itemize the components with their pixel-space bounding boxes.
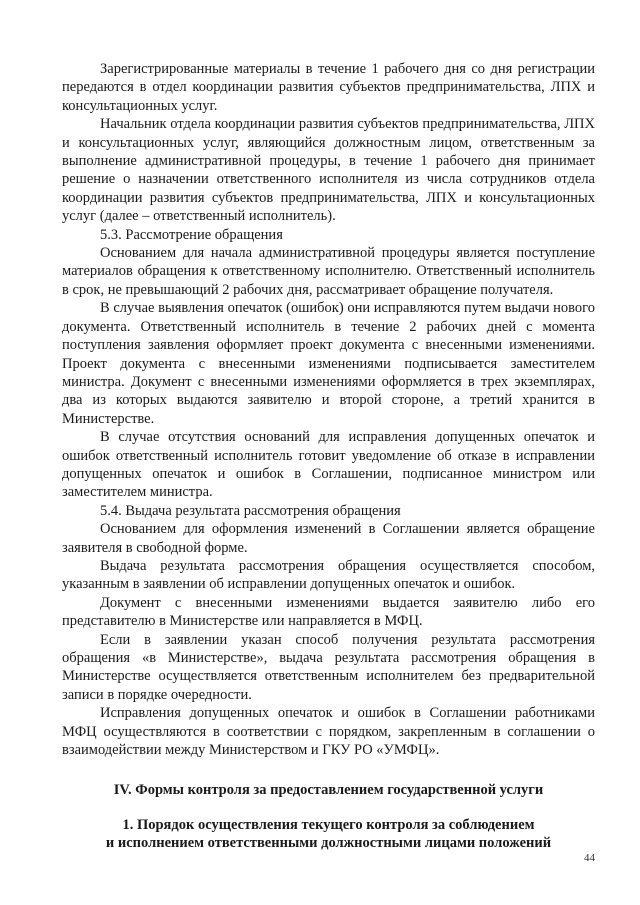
- paragraph: Выдача результата рассмотрения обращения осуществляется способом, указанным в заявлении об исправлении допущенных опечаток и ошибок.: [62, 557, 595, 593]
- paragraph: Начальник отдела координации развития субъектов предпринимательства, ЛПХ и консультационных услуг, являющийся должностным лицом, ответственным за выполнение административной процедуры, в течение 1 рабочего дня принимает решение о назначении ответственного исполнителя из числа сотрудников отдела координации развития субъектов предпринимательства, ЛПХ и консультационных услуг (далее – ответственный исполнитель).: [62, 116, 595, 225]
- subsection-heading-line: 1. Порядок осуществления текущего контроля за соблюдением: [122, 816, 535, 833]
- page-number: 44: [584, 852, 595, 864]
- subsection-heading-line: и исполнением ответственными должностными лицами положений: [105, 835, 552, 852]
- paragraph: Если в заявлении указан способ получения результата рассмотрения обращения «в Министерстве», выдача результата рассмотрения обращения в Министерстве осуществляется ответственным исполнителем без предварительной записи в порядке очередности.: [62, 631, 595, 703]
- paragraph: Зарегистрированные материалы в течение 1 рабочего дня со дня регистрации передаются в отдел координации развития субъектов предпринимательства, ЛПХ и консультационных услуг.: [62, 61, 595, 114]
- section-heading: IV. Формы контроля за предоставлением государственной услуги: [113, 782, 544, 799]
- paragraph: Основанием для начала административной процедуры является поступление материалов обращения к ответственному исполнителю. Ответственный исполнитель в срок, не превышающий 2 рабочих дня, рассматривает обращение получателя.: [62, 245, 595, 298]
- paragraph: Исправления допущенных опечаток и ошибок в Соглашении работниками МФЦ осуществляются в соответствии с порядком, закрепленным в соглашении о взаимодействии между Министерством и ГКУ РО «УМФЦ».: [62, 705, 595, 759]
- paragraph: В случае выявления опечаток (ошибок) они исправляются путем выдачи нового документа. Ответственный исполнитель в течение 2 рабочих дней с момента поступления заявления оформляет проект документа с внесенными изменениями. Проект документа с внесенными изменениями подписывается заместителем министра. Документ с внесенными изменениями оформляется в трех экземплярах, два из которых выдаются заявителю и второй стороне, а третий хранится в Министерстве.: [62, 300, 595, 427]
- subheading-5-4: 5.4. Выдача результата рассмотрения обращения: [100, 502, 401, 519]
- paragraph: Документ с внесенными изменениями выдается заявителю либо его представителю в Министерстве или направляется в МФЦ.: [62, 594, 595, 630]
- document-page: [62, 60, 595, 853]
- subsection-heading: [62, 816, 595, 853]
- paragraph: Основанием для оформления изменений в Соглашении является обращение заявителя в свободной форме.: [62, 521, 595, 556]
- paragraph: В случае отсутствия оснований для исправления допущенных опечаток и ошибок ответственный исполнитель готовит уведомление об отказе в исправлении допущенных опечаток и ошибок в Соглашении, подписанное министром или заместителем министра.: [62, 429, 595, 501]
- subheading-5-3: 5.3. Рассмотрение обращения: [100, 226, 283, 243]
